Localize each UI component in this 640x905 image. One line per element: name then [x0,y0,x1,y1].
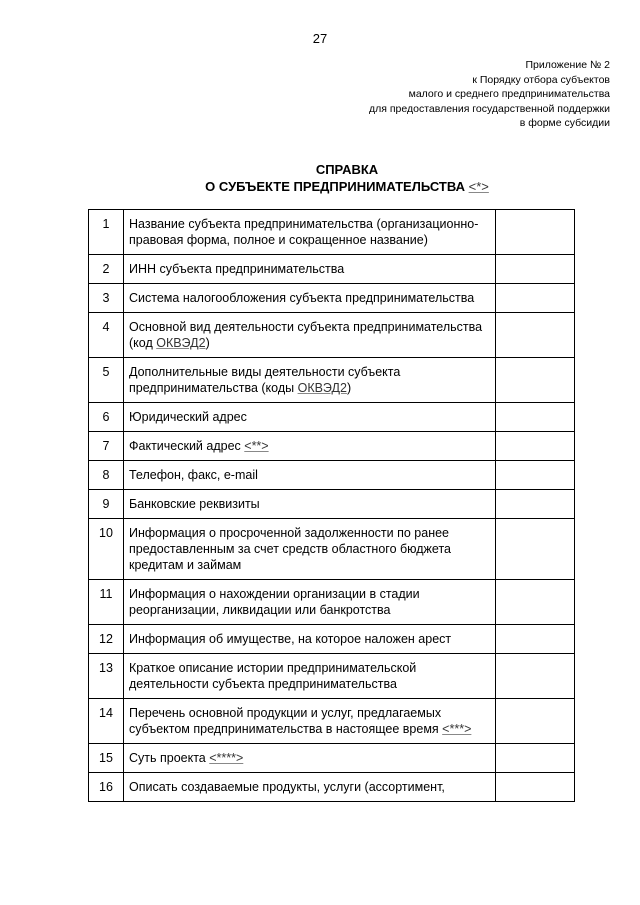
row-label: Банковские реквизиты [129,497,260,511]
row-number: 3 [89,284,124,313]
row-label: Суть проекта [129,751,210,765]
row-number: 16 [89,773,124,802]
row-label-cell [124,358,496,403]
row-label-cell [124,519,496,580]
row-reference-link[interactable]: <****> [209,751,244,765]
row-label-suffix: ) [205,336,210,350]
row-value-cell[interactable] [496,744,575,773]
row-label: Информация о нахождении организации в стадии реорганизации, ликвидации или банкротства [129,587,420,617]
info-table [88,209,575,802]
row-number: 2 [89,255,124,284]
page-number: 27 [312,31,328,46]
appendix-line: для предоставления государственной поддержки [369,102,610,115]
row-value-cell[interactable] [496,580,575,625]
row-label: Описать создаваемые продукты, услуги (ассортимент, [129,780,445,794]
appendix-line: малого и среднего предпринимательства [408,88,610,100]
row-number: 9 [89,490,124,519]
row-value-cell[interactable] [496,773,575,802]
title-line-1: СПРАВКА [315,162,379,177]
row-label-cell [124,210,496,255]
row-label-cell [124,490,496,519]
row-number: 8 [89,461,124,490]
table-row [89,255,575,284]
row-label-cell [124,773,496,802]
row-label-cell [124,461,496,490]
table-row [89,699,575,744]
row-number: 11 [89,580,124,625]
row-number: 13 [89,654,124,699]
row-label: Основной вид деятельности субъекта предпринимательства (код [129,320,483,350]
row-number: 14 [89,699,124,744]
row-label: Информация о просроченной задолженности по ранее предоставленным за счет средств областного бюджета кредитам и займам [129,526,451,572]
row-label: ИНН субъекта предпринимательства [129,262,345,276]
table-row [89,284,575,313]
table-row [89,403,575,432]
row-label: Фактический адрес [129,439,245,453]
table-row [89,580,575,625]
row-label: Дополнительные виды деятельности субъекта предпринимательства (коды [129,365,401,395]
table-row [89,210,575,255]
row-label-cell [124,255,496,284]
row-value-cell[interactable] [496,358,575,403]
row-value-cell[interactable] [496,699,575,744]
table-row [89,519,575,580]
row-value-cell[interactable] [496,625,575,654]
appendix-line: к Порядку отбора субъектов [472,73,610,86]
row-label-cell [124,654,496,699]
title-line-2 [0,178,640,195]
row-label-cell [124,580,496,625]
table-row [89,490,575,519]
row-label: Юридический адрес [129,410,247,424]
row-label-cell [124,625,496,654]
row-value-cell[interactable] [496,519,575,580]
row-value-cell[interactable] [496,403,575,432]
document-title [0,161,640,195]
footnote-link[interactable]: <*> [468,179,489,194]
row-number: 10 [89,519,124,580]
row-value-cell[interactable] [496,654,575,699]
appendix-line: Приложение № 2 [525,59,610,71]
table-row [89,358,575,403]
row-number: 6 [89,403,124,432]
row-value-cell[interactable] [496,461,575,490]
row-number: 4 [89,313,124,358]
row-reference-link[interactable]: <**> [244,439,269,453]
row-value-cell[interactable] [496,255,575,284]
row-value-cell[interactable] [496,313,575,358]
appendix-header [369,58,610,131]
table-row [89,744,575,773]
table-row [89,625,575,654]
row-label: Телефон, факс, e-mail [129,468,258,482]
row-value-cell[interactable] [496,490,575,519]
table-row [89,461,575,490]
row-label-cell [124,284,496,313]
row-label: Краткое описание истории предпринимательской деятельности субъекта предпринимательства [129,661,417,691]
title-text: О СУБЪЕКТЕ ПРЕДПРИНИМАТЕЛЬСТВА [205,179,465,194]
row-label-suffix: ) [346,381,352,395]
row-value-cell[interactable] [496,284,575,313]
row-label: Перечень основной продукции и услуг, предлагаемых субъектом предпринимательства в настоящее время [129,706,443,736]
table-row [89,773,575,802]
row-value-cell[interactable] [496,432,575,461]
row-number: 1 [89,210,124,255]
row-label-cell [124,744,496,773]
row-label-cell [124,699,496,744]
row-label-cell [124,313,496,358]
row-label: Информация об имуществе, на которое наложен арест [129,632,452,646]
row-label: Система налогообложения субъекта предпринимательства [129,291,475,305]
row-number: 15 [89,744,124,773]
table-row [89,313,575,358]
row-reference-link[interactable]: ОКВЭД2 [297,381,347,395]
row-label-cell [124,432,496,461]
row-label-cell [124,403,496,432]
row-number: 7 [89,432,124,461]
row-reference-link[interactable]: <***> [442,722,472,736]
row-number: 5 [89,358,124,403]
row-label: Название субъекта предпринимательства (организационно-правовая форма, полное и сокращенное название) [129,217,479,247]
row-value-cell[interactable] [496,210,575,255]
appendix-line: в форме субсидии [519,117,610,129]
table-row [89,432,575,461]
row-number: 12 [89,625,124,654]
table-row [89,654,575,699]
row-reference-link[interactable]: ОКВЭД2 [156,336,206,350]
